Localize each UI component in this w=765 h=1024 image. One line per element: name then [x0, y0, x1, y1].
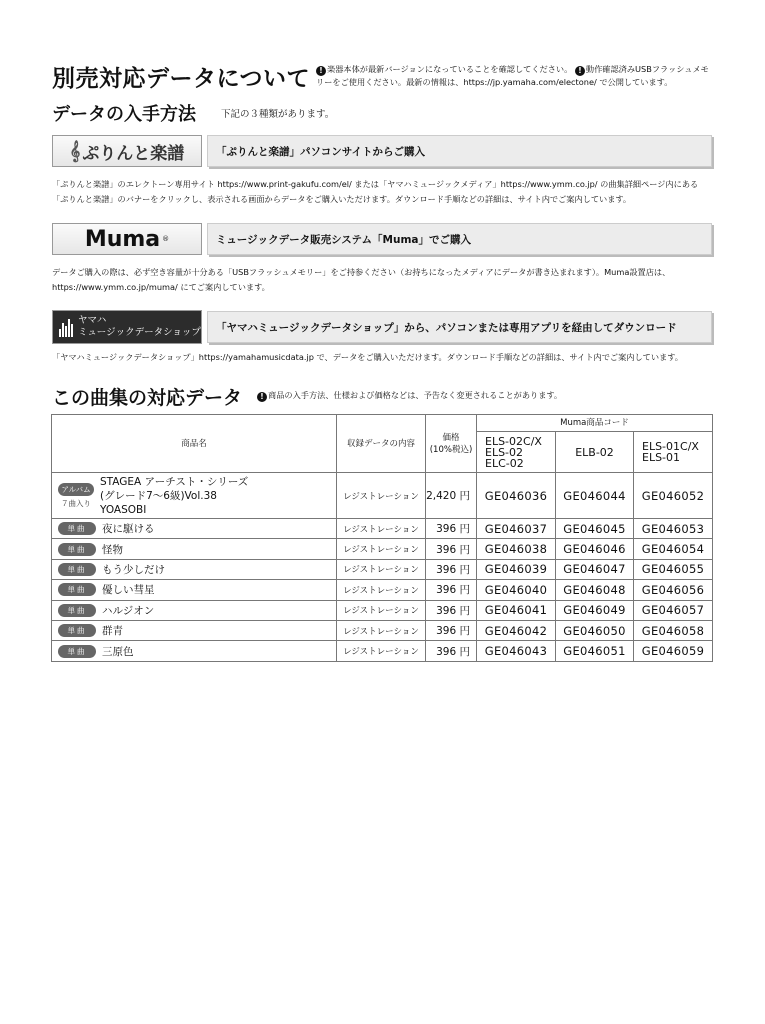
print-gakufu-description: 「ぷりんと楽譜」のエレクトーン専用サイト https://www.print-gakufu.com/el/ または「ヤマハミュージックメディア」https://www.ymm.co.jp/ の曲集詳細ページ内にある「ぷりんと楽譜」のバナーをクリックし、表示される画面からデータをご購入いただけます。ダウンロード手順などの詳細は、サイト内でご案内しています。: [52, 179, 699, 204]
track-price: 396 円: [426, 580, 477, 600]
single-badge: 単曲: [58, 604, 96, 617]
track-code-els02: GE046039: [477, 559, 556, 579]
album-name-cell: [52, 473, 337, 519]
header-price-line1: 価格: [442, 432, 460, 443]
muma-logo-text: Muma: [84, 226, 161, 252]
print-gakufu-logo[interactable]: [52, 135, 202, 167]
section-subtitle-acquire: 下記の３種類があります。: [221, 109, 335, 120]
track-price: 396 円: [426, 600, 477, 620]
album-code-els01: GE046052: [634, 473, 713, 519]
single-badge: 単曲: [58, 543, 96, 556]
album-title-line3: YOASOBI: [100, 503, 147, 516]
single-rows: [52, 519, 713, 662]
track-price: 396 円: [426, 641, 477, 661]
track-code-els01: GE046055: [634, 559, 713, 579]
header-col-els02-line2: ELS-02: [485, 445, 524, 459]
header-col-els01-line1: ELS-01C/X: [642, 440, 699, 453]
data-table: [51, 414, 713, 662]
track-code-els02: GE046042: [477, 620, 556, 640]
header-col-elb02: ELB-02: [556, 432, 634, 473]
track-code-elb02: GE046048: [556, 580, 634, 600]
table-row: [52, 559, 713, 579]
album-track-count: ７曲入り: [61, 498, 91, 508]
track-name: 群青: [102, 625, 123, 638]
single-badge: 単曲: [58, 624, 96, 637]
table-row-album: [52, 473, 713, 519]
track-code-els01: GE046059: [634, 641, 713, 661]
yamaha-banner: 「ヤマハミュージックデータショップ」から、パソコンまたは専用アプリを経由してダウンロード: [207, 311, 712, 343]
track-name-cell: [52, 559, 337, 579]
track-name-cell: [52, 620, 337, 640]
album-price: 2,420 円: [426, 473, 477, 519]
track-content: レジストレーション: [337, 580, 426, 600]
album-badge: [58, 483, 94, 509]
info-icon: !: [575, 66, 585, 76]
header-muma-code: Muma商品コード: [477, 415, 713, 432]
header-note-1: 楽器本体が最新バージョンになっていることを確認してください。: [327, 64, 573, 74]
yamaha-logo-line2: ミュージックデータショップ: [78, 327, 201, 338]
header-col-els01: [634, 432, 713, 473]
track-code-els02: GE046037: [477, 519, 556, 539]
track-name: 優しい彗星: [102, 584, 155, 597]
single-badge: 単曲: [58, 563, 96, 576]
section-note-text: 商品の入手方法、仕様および価格などは、予告なく変更されることがあります。: [268, 390, 563, 400]
header-note-2: 動作確認済みUSBフラッシュメモリーをご使用ください。最新の情報は、https://jp.yamaha.com/electone/ で公開しています。: [316, 64, 709, 87]
track-name-cell: [52, 539, 337, 559]
track-price: 396 円: [426, 559, 477, 579]
table-row: [52, 600, 713, 620]
track-content: レジストレーション: [337, 620, 426, 640]
track-code-elb02: GE046047: [556, 559, 634, 579]
track-code-els02: GE046043: [477, 641, 556, 661]
album-title-line2: (グレード7〜6級)Vol.38: [100, 489, 217, 502]
yamaha-description: 「ヤマハミュージックデータショップ」https://yamahamusicdata.jp で、データをご購入いただけます。ダウンロード手順などの詳細は、サイト内でご案内しています。: [52, 352, 683, 362]
track-content: レジストレーション: [337, 600, 426, 620]
track-name-cell: [52, 519, 337, 539]
track-content: レジストレーション: [337, 641, 426, 661]
track-name: 怪物: [102, 543, 123, 556]
track-code-els02: GE046041: [477, 600, 556, 620]
track-code-els01: GE046057: [634, 600, 713, 620]
table-row: [52, 539, 713, 559]
table-row: [52, 641, 713, 661]
track-name-cell: [52, 641, 337, 661]
album-badge-label: アルバム: [58, 483, 94, 496]
track-code-elb02: GE046045: [556, 519, 634, 539]
track-code-els01: GE046058: [634, 620, 713, 640]
track-code-els01: GE046056: [634, 580, 713, 600]
track-content: レジストレーション: [337, 539, 426, 559]
header-price-line2: (10%税込): [429, 444, 473, 455]
print-gakufu-banner: 「ぷりんと楽譜」パソコンサイトからご購入: [207, 135, 712, 167]
album-code-els02: GE046036: [477, 473, 556, 519]
treble-clef-icon: 𝄞: [69, 140, 81, 162]
track-name: もう少しだけ: [102, 563, 165, 576]
header-col-els01-line2: ELS-01: [642, 451, 681, 464]
track-name: 三原色: [102, 645, 134, 658]
track-name-cell: [52, 600, 337, 620]
header-product-name: 商品名: [52, 415, 337, 473]
yamaha-music-data-shop-logo[interactable]: [52, 310, 202, 344]
table-row: [52, 620, 713, 640]
page-title: 別売対応データについて: [52, 66, 311, 92]
info-icon: !: [316, 66, 326, 76]
album-title-line1: STAGEA アーチスト・シリーズ: [100, 475, 249, 488]
equalizer-bars-icon: [59, 317, 73, 337]
track-code-els02: GE046040: [477, 580, 556, 600]
yamaha-logo-text: [78, 315, 201, 339]
muma-description: データご購入の際は、必ず空き容量が十分ある「USBフラッシュメモリー」をご持参ください（お持ちになったメディアにデータが書き込まれます）。Muma設置店は、https://www.ymm.co.jp/muma/ にてご案内しています。: [52, 267, 671, 292]
registered-mark: ®: [162, 235, 170, 243]
table-row: [52, 519, 713, 539]
track-code-elb02: GE046050: [556, 620, 634, 640]
header-col-els02-line3: ELC-02: [485, 456, 524, 470]
track-code-elb02: GE046046: [556, 539, 634, 559]
album-code-elb02: GE046044: [556, 473, 634, 519]
table-row: [52, 580, 713, 600]
header-content: 収録データの内容: [337, 415, 426, 473]
track-content: レジストレーション: [337, 559, 426, 579]
track-code-els01: GE046054: [634, 539, 713, 559]
track-code-elb02: GE046049: [556, 600, 634, 620]
track-price: 396 円: [426, 620, 477, 640]
track-name: ハルジオン: [102, 604, 155, 617]
header-col-els02-line1: ELS-02C/X: [485, 434, 542, 448]
muma-banner: ミュージックデータ販売システム「Muma」でご購入: [207, 223, 712, 255]
track-content: レジストレーション: [337, 519, 426, 539]
yamaha-logo-line1: ヤマハ: [78, 315, 107, 326]
album-title: [100, 475, 248, 517]
track-name: 夜に駆ける: [102, 523, 155, 536]
muma-logo[interactable]: [52, 223, 202, 255]
section-title-data: この曲集の対応データ: [52, 387, 243, 409]
track-price: 396 円: [426, 539, 477, 559]
track-price: 396 円: [426, 519, 477, 539]
track-code-els02: GE046038: [477, 539, 556, 559]
single-badge: 単曲: [58, 645, 96, 658]
album-content: レジストレーション: [337, 473, 426, 519]
single-badge: 単曲: [58, 522, 96, 535]
header-col-els02: [477, 432, 556, 473]
track-code-els01: GE046053: [634, 519, 713, 539]
track-code-elb02: GE046051: [556, 641, 634, 661]
header-price: [426, 415, 477, 473]
single-badge: 単曲: [58, 583, 96, 596]
section-title-acquire: データの入手方法: [52, 104, 196, 125]
track-name-cell: [52, 580, 337, 600]
info-icon: !: [257, 392, 267, 402]
section-note-data: [257, 390, 562, 402]
header-note: [316, 63, 716, 89]
print-gakufu-logo-text: ぷりんと楽譜: [82, 143, 185, 164]
